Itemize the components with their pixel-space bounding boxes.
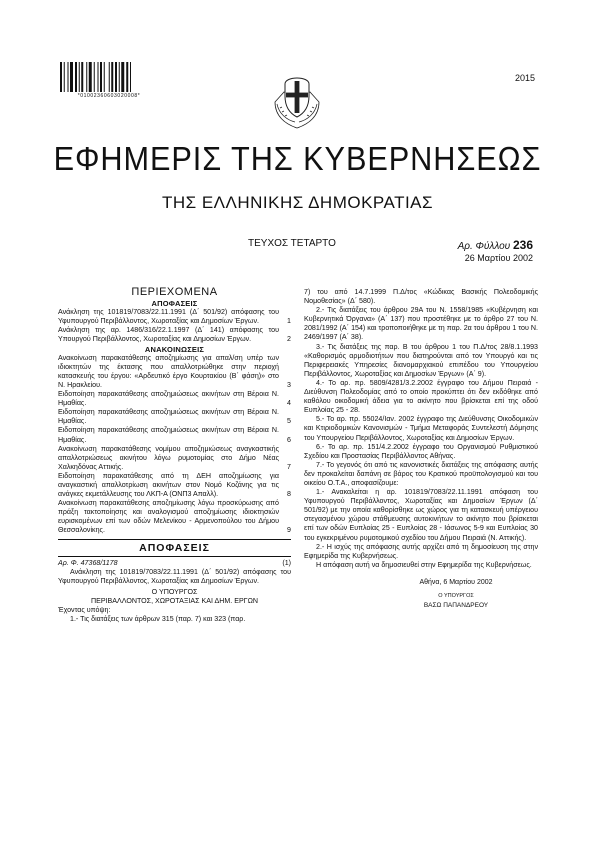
gazette-subtitle: ΤΗΣ ΕΛΛΗΝΙΚΗΣ ΔΗΜΟΚΡΑΤΙΑΣ — [161, 193, 434, 212]
toc-item: Ανακοίνωση παρακατάθεσης αποζημίωσης λόγω προσκύρωσης από πράξη τακτοποίησης και αναλογισμού αποζημίωσης ιδιοκτησιών ευρισκομένων επί των οδών Μελενίκου - Αρμενοπούλου του Δήμου Θεσσαλονίκης. 9 — [58, 499, 291, 535]
toc-item: Ειδοποίηση παρακατάθεσης αποζημιώσεως ακινήτων στη Βέροια Ν. Ημαθίας. 6 — [58, 426, 291, 444]
toc-item: Ειδοποίηση παρακατάθεσης από τη ΔΕΗ αποζημίωσης για αναγκαστική απαλλοτρίωση ακινήτων στον Νομό Κοζάνης για τις ανάγκες εκμετάλλευσης του ΛΚΠ-Α (ΟΝΠ3 Απαλλ). 8 — [58, 471, 291, 499]
decision-paragraph: 2.- Η ισχύς της απόφασης αυτής αρχίζει από τη δημοσίευση της στην Εφημερίδα της Κυβερνήσεως. — [304, 542, 538, 560]
minister-label: Ο ΥΠΟΥΡΓΟΣ — [151, 587, 198, 596]
toc-section-title: ΑΠΟΦΑΣΕΙΣ — [151, 299, 198, 309]
right-column — [304, 288, 538, 610]
left-column — [58, 288, 291, 624]
considering-label: Έχοντας υπόψη: — [58, 606, 111, 615]
signature-title: Ο ΥΠΟΥΡΓΟΣ — [438, 593, 474, 599]
decisions-heading: ΑΠΟΦΑΣΕΙΣ — [139, 541, 210, 554]
toc-section-title: ΑΝΑΚΟΙΝΩΣΕΙΣ — [144, 344, 205, 354]
decision-paragraph: 4.- Το αρ. πρ. 5809/4281/3.2.2002 έγγραφο του Δήμου Πειραιά - Διεύθυνση Πολεοδομίας από το οποίο προκύπτει ότι δεν εκδόθηκε από καθόλου οικοδομική άδεια για το ακίνητο που βρίσκεται επί της οδού Ευπλοίας 25 - 28. — [304, 378, 538, 415]
decision-subject: Ανάκληση της 101819/7083/22.11.1991 (Δ΄ 501/92) απόφασης του Υφυπουργού Περιβάλλοντος, Χωροταξίας και Δημοσίων Έργων. — [58, 567, 291, 585]
ministry-label: ΠΕΡΙΒΑΛΛΟΝΤΟΣ, ΧΩΡΟΤΑΞΙΑΣ ΚΑΙ ΔΗΜ. ΕΡΓΩΝ — [90, 597, 259, 605]
decision-paragraph: Η απόφαση αυτή να δημοσιευθεί στην Εφημερίδα της Κυβερνήσεως. — [316, 560, 532, 569]
toc-item: Ειδοποίηση παρακατάθεσης αποζημιώσεως ακινήτων στη Βέροια Ν. Ημαθίας. 5 — [58, 408, 291, 426]
barcode-number: *01002360603020008* — [77, 93, 141, 99]
barcode — [60, 62, 158, 92]
signature-name: ΒΑΣΩ ΠΑΠΑΝΔΡΕΟΥ — [423, 602, 489, 610]
decision-number-label: Αρ. Φ. 47368/1178 — [58, 558, 118, 567]
decision-paragraph: 6.- Το αρ. πρ. 151/4.2.2002 έγγραφο του Οργανισμού Ρυθμιστικού Σχεδίου και Προστασίας Περιβάλλοντος Αθήνας. — [304, 442, 538, 460]
decision-paragraph: 7.- Το γεγονός ότι από τις κανονιστικές διατάξεις της απόφασης αυτής δεν προκαλείται δαπάνη σε βάρος του Κρατικού προϋπολογισμού και του οικείου Ο.Τ.Α., αποφασίζουμε: — [304, 460, 538, 487]
decision-paragraph: 5.- Το αρ. πρ. 55024/Ιαν. 2002 έγγραφο της Διεύθυνσης Οικοδομικών και Κτιριοδομικών Κανονισμών - Τμήμα Μεταφοράς Συντελεστή Δόμησης του Υπουργείου Περιβάλλοντος, Χωροταξίας και Δημοσίων Έργων. — [304, 415, 538, 442]
decision-paragraph: 1.- Τις διατάξεις των άρθρων 315 (παρ. 7) και 323 (παρ. — [70, 615, 246, 624]
toc-item: Ανάκληση της αρ. 1486/316/22.1.1997 (Δ΄ 141) απόφασης του Υπουργού Περιβάλλοντος, Χωροταξίας και Δημοσίων Έργων. 2 — [58, 326, 291, 344]
issue-date: 26 Μαρτίου 2002 — [464, 253, 533, 263]
decision-number-ref: (1) — [282, 558, 291, 567]
section-divider — [58, 556, 291, 557]
signature-block — [304, 578, 538, 610]
toc-heading: ΠΕΡΙΕΧΟΜΕΝΑ — [131, 286, 218, 298]
toc-item: Ανακοίνωση παρακατάθεσης νομίμου αποζημιώσεως αναγκαστικής απαλλοτριώσεως ακινήτου λόγω ρυμοτομίας στο Δήμο Νέας Χαλκηδόνας Αττικής. 7 — [58, 444, 291, 471]
decision-paragraph: 3.- Τις διατάξεις της παρ. Β του άρθρου 1 του Π.Δ/τος 28/8.1.1993 «Καθορισμός αρμοδιοτήτων που διατηρούνται από τον Υπουργό και τις Περιφερειακές Υπηρεσίες διανομαρχιακού επιπέδου του Υπουργείου Περιβάλλοντος, Χωροταξίας και Δημοσίων Έργων» (Α΄ 9). — [304, 342, 538, 378]
issue-part: ΤΕΥΧΟΣ ΤΕΤΑΡΤΟ — [248, 238, 336, 249]
toc-item: Ανάκληση της 101819/7083/22.11.1991 (Δ΄ 501/92) απόφασης του Υφυπουργού Περιβάλλοντος, Χωροταξίας και Δημοσίων Έργων. 1 — [58, 308, 291, 326]
gazette-title: ΕΦΗΜΕΡΙΣ ΤΗΣ ΚΥΒΕΡΝΗΣΕΩΣ — [53, 140, 542, 177]
toc-item: Ανακοίνωση παρακατάθεσης αποζημίωσης για απαλ/ση υπέρ των ιδιοκτητών της έκτασης που απαλλοτριώθηκε στην περιοχή κατασκευής του έργου: «Αρδευτικό έργο Κουρτακίου (Β΄ φάση)» στο Ν. Ηρακλείου. 3 — [58, 353, 291, 389]
sheet-number-line — [458, 238, 533, 252]
coat-of-arms-emblem — [271, 72, 323, 130]
sheet-number: 236 — [512, 238, 533, 252]
decision-paragraph: 1.- Ανακαλείται η αρ. 101819/7083/22.11.1991 απόφαση του Υφυπουργού Περιβάλλοντος, Χωροταξίας και Δημοσίων Έργων (Δ΄ 501/92) με την οποία καθορίσθηκε ως χώρος για τη κατασκευή υπέργειου στεγασμένου χώρου στάθμευσης αυτοκινήτων το ακίνητο που βρίσκεται επί των οδών Ευπλοίας 25 - Ευπλοίας 28 - Ιάσωνος 5-9 και Ευπλοίας 30 του εγκεκριμένου ρυμοτομικού σχεδίου του Δήμου Πειραιά (Ν. Αττικής). — [304, 488, 538, 542]
decision-number — [58, 559, 291, 568]
signature-place-date: Αθήνα, 6 Μαρτίου 2002 — [419, 578, 493, 586]
sheet-label: Αρ. Φύλλου — [457, 241, 511, 252]
page-number: 2015 — [514, 73, 535, 83]
decision-paragraph: 7) του από 14.7.1999 Π.Δ/τος «Κώδικας Βασικής Πολεοδομικής Νομοθεσίας» (Δ΄ 580). — [304, 288, 538, 306]
decision-paragraph: 2.- Τις διατάξεις του άρθρου 29Α του Ν. 1558/1985 «Κυβέρνηση και Κυβερνητικά Όργανα» (Α΄ 137) που προστέθηκε με το άρθρο 27 του Ν. 2081/1992 (Α΄ 154) και τροποποιήθηκε με τη παρ. 2α του άρθρου 1 του Ν. 2469/1997 (Α΄ 38). — [304, 306, 538, 342]
toc-item: Ειδοποίηση παρακατάθεσης αποζημιώσεως ακινήτων στη Βέροια Ν. Ημαθίας. 4 — [58, 390, 291, 408]
section-divider — [58, 539, 291, 540]
